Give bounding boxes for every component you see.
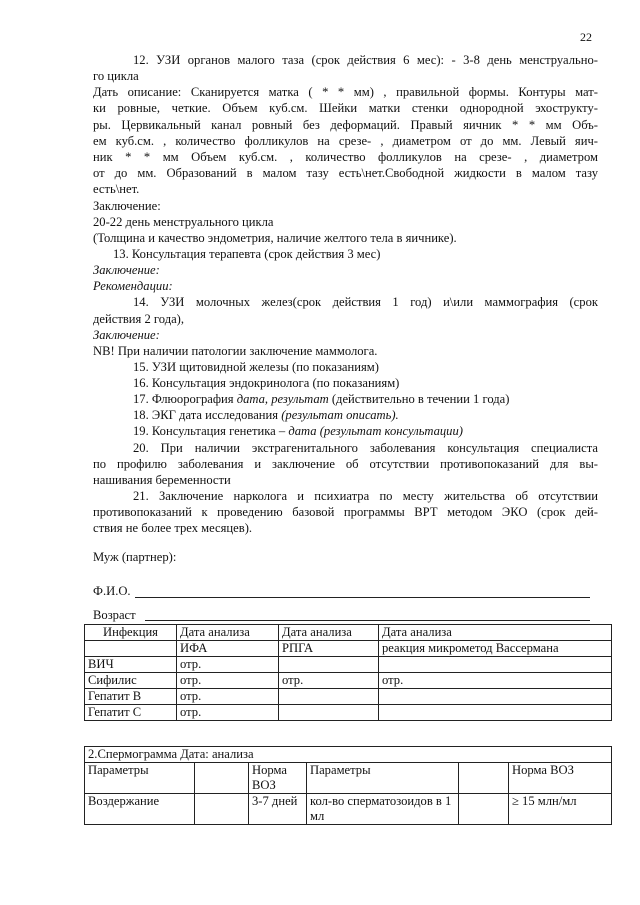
table-row: [85, 705, 612, 721]
header-date-1: Дата анализа: [177, 625, 279, 641]
row-infection: ВИЧ: [85, 657, 177, 673]
infection-table: [84, 624, 612, 721]
row-cell[interactable]: отр.: [177, 673, 279, 689]
row-cell[interactable]: отр.: [177, 705, 279, 721]
row-cell[interactable]: отр.: [177, 657, 279, 673]
cycle-day-text: 20-22 день менструального цикла: [93, 215, 274, 229]
item-21-line3: ствия не более трех месяцев).: [93, 521, 253, 535]
item-17-tail: (действительно в течении 1 года): [328, 392, 510, 406]
row-cell[interactable]: [379, 657, 612, 673]
item-20-line1: 20. При наличии экстрагенитального заболевания консультация специалиста: [133, 441, 598, 455]
table-row: [85, 657, 612, 673]
row-cell[interactable]: [379, 705, 612, 721]
item-21-line2: противопоказаний к проведению базовой программы ВРТ методом ЭКО (срок дей-: [93, 505, 598, 519]
item-12-line2: го цикла: [93, 69, 139, 83]
item-17-text: 17. Флюорография: [133, 392, 237, 406]
fio-label: Ф.И.О.: [93, 584, 131, 598]
table-subheader-row: [85, 641, 612, 657]
age-field[interactable]: [145, 620, 590, 621]
row-infection: Гепатит С: [85, 705, 177, 721]
conclusion-label: Заключение:: [93, 199, 161, 213]
item-18: [133, 407, 598, 423]
description-line6: от до мм. Образований в малом тазу есть\нет.Свободной жидкости в малом тазу: [93, 166, 598, 180]
header-parameters: Параметры: [85, 763, 195, 794]
item-20-line2: по профилю заболевания и заключение об отсутствии противопоказаний для вы-: [93, 457, 598, 471]
page-number: 22: [580, 30, 592, 44]
item-19-text: 19. Консультация генетика –: [133, 424, 289, 438]
row-cell[interactable]: отр.: [279, 673, 379, 689]
row-infection: Гепатит В: [85, 689, 177, 705]
item-21-line1: 21. Заключение нарколога и психиатра по месту жительства об отсутствии: [133, 489, 598, 503]
row-cell[interactable]: [279, 657, 379, 673]
norm-sperm-count: ≥ 15 млн/мл: [509, 794, 612, 825]
table-row: [85, 673, 612, 689]
item-17: [133, 391, 598, 407]
header-infection: Инфекция: [85, 625, 177, 641]
table-row: [85, 689, 612, 705]
header-norm-who: Норма ВОЗ: [249, 763, 307, 794]
description-line1: Дать описание: Сканируется матка ( * * мм) , правильной формы. Контуры мат-: [93, 85, 598, 99]
description-line2: ки ровные, четкие. Объем куб.см. Шейки матки стенки однородной эхострукту-: [93, 101, 598, 115]
description-line4: ем куб.см. , количество фолликулов на срезе- , диаметром от до мм. Левый яич-: [93, 134, 598, 148]
conclusion-label-2: Заключение:: [93, 263, 160, 277]
item-14-line2: действия 2 года),: [93, 312, 185, 326]
partner-label: Муж (партнер):: [93, 550, 177, 564]
value-cell-2[interactable]: [459, 794, 509, 825]
item-15: 15. УЗИ щитовидной железы (по показаниям): [133, 360, 379, 374]
spermogram-table: [84, 746, 612, 825]
param-sperm-count: кол-во сперматозоидов в 1 мл: [307, 794, 459, 825]
spermogram-title-row: [85, 747, 612, 763]
description-line5: ник * * мм Объем куб.см. , количество фолликулов на срезе- , диаметром: [93, 150, 598, 164]
row-cell[interactable]: [379, 689, 612, 705]
spermogram-title: 2.Спермограмма Дата: анализа: [85, 747, 612, 763]
row-infection: Сифилис: [85, 673, 177, 689]
item-19-italic: дата (результат консультации): [288, 424, 463, 438]
item-19: [133, 423, 598, 439]
conclusion-label-3: Заключение:: [93, 328, 160, 342]
item-18-text: 18. ЭКГ дата исследования: [133, 408, 282, 422]
subheader-wasserman: реакция микрометод Вассермана: [379, 641, 612, 657]
fio-field[interactable]: [135, 597, 590, 598]
endometrium-note: (Толщина и качество эндометрия, наличие желтого тела в яичнике).: [93, 231, 457, 245]
description-line7: есть\нет.: [93, 182, 140, 196]
spermogram-header-row: [85, 763, 612, 794]
row-cell[interactable]: [279, 705, 379, 721]
item-18-italic: (результат описать).: [281, 408, 399, 422]
norm-abstinence: 3-7 дней: [249, 794, 307, 825]
table-row: [85, 794, 612, 825]
age-label: Возраст: [93, 608, 136, 622]
table-header-row: [85, 625, 612, 641]
item-17-italic: дата, результат: [236, 392, 329, 406]
item-20-line3: нашивания беременности: [93, 473, 231, 487]
subheader-empty: [85, 641, 177, 657]
header-norm-who-2: Норма ВОЗ: [509, 763, 612, 794]
item-12-line1: 12. УЗИ органов малого таза (срок действия 6 мес): - 3-8 день менструально-: [133, 53, 598, 67]
header-spacer: [195, 763, 249, 794]
header-date-3: Дата анализа: [379, 625, 612, 641]
recommendations-label: Рекомендации:: [93, 279, 173, 293]
description-line3: ры. Цервикальный канал ровный без деформаций. Правый яичник * * мм Объ-: [93, 118, 598, 132]
param-abstinence: Воздержание: [85, 794, 195, 825]
row-cell[interactable]: отр.: [379, 673, 612, 689]
subheader-rpga: РПГА: [279, 641, 379, 657]
header-date-2: Дата анализа: [279, 625, 379, 641]
row-cell[interactable]: отр.: [177, 689, 279, 705]
item-16: 16. Консультация эндокринолога (по показаниям): [133, 376, 400, 390]
subheader-ifa: ИФА: [177, 641, 279, 657]
item-14-line1: 14. УЗИ молочных желез(срок действия 1 год) и\или маммография (срок: [133, 295, 598, 309]
item-13: 13. Консультация терапевта (срок действия 3 мес): [113, 247, 381, 261]
header-spacer-2: [459, 763, 509, 794]
row-cell[interactable]: [279, 689, 379, 705]
header-parameters-2: Параметры: [307, 763, 459, 794]
nb-note: NB! При наличии патологии заключение маммолога.: [93, 344, 378, 358]
value-cell[interactable]: [195, 794, 249, 825]
